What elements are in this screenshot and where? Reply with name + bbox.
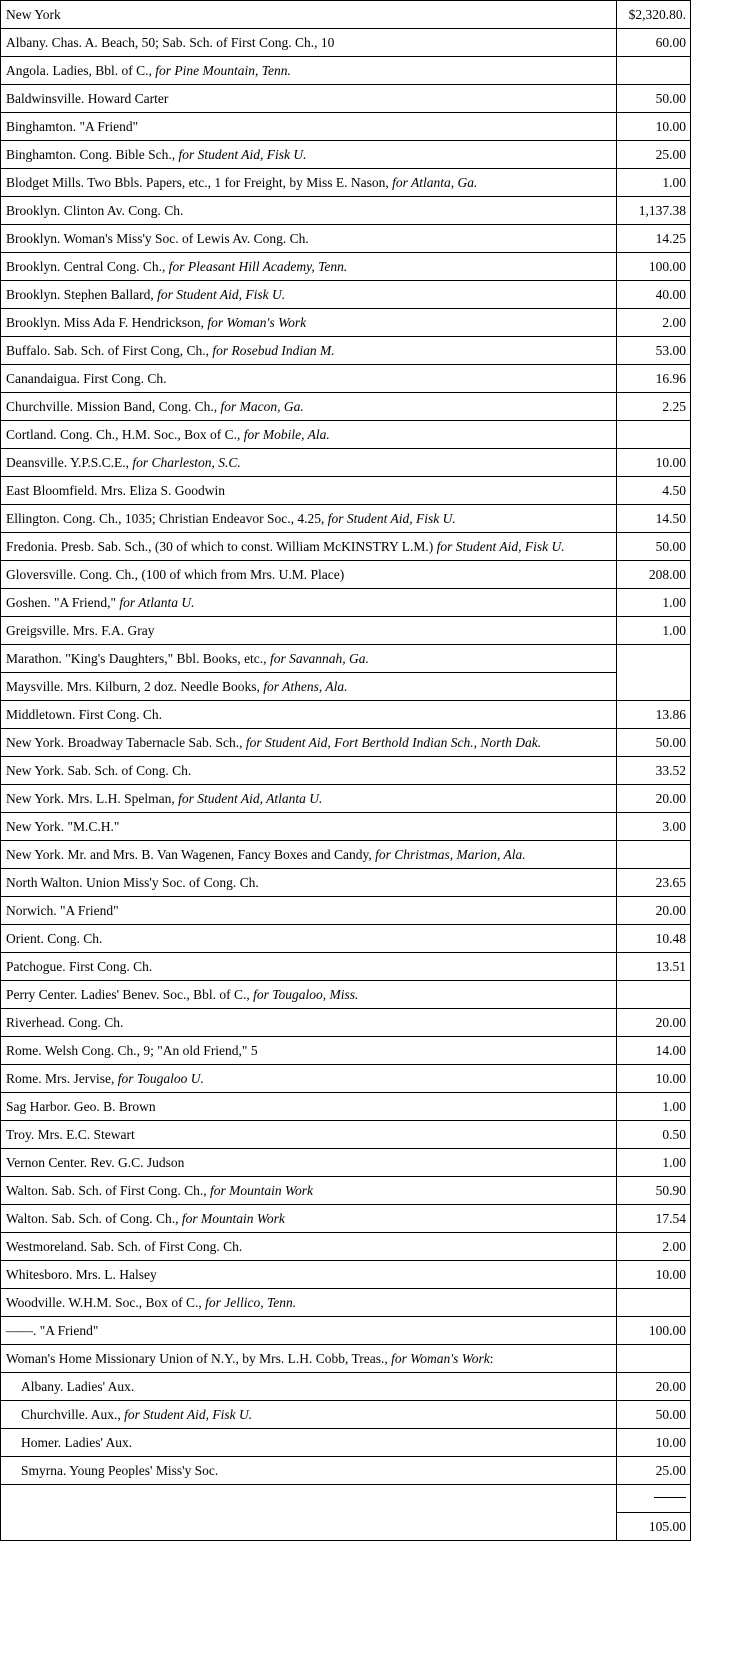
entry-amount: 50.00 (617, 85, 691, 113)
entry-description (1, 841, 617, 869)
entry-amount: 10.00 (617, 449, 691, 477)
entry-description (1, 673, 617, 701)
entry-description (1, 1121, 617, 1149)
entry-description (1, 449, 617, 477)
entry-row (1, 29, 691, 57)
state-header-row (1, 1, 691, 29)
entry-amount: 0.50 (617, 1121, 691, 1149)
entry-row (1, 1009, 691, 1037)
subtotal-rule-cell (617, 1485, 691, 1513)
entry-donor: Cortland. Cong. Ch., H.M. Soc., Box of C., (6, 426, 244, 442)
entry-description (1, 253, 617, 281)
entry-row (1, 85, 691, 113)
subtotal-rule-row (1, 1485, 691, 1513)
union-description (1, 1345, 617, 1373)
entry-donor: Brooklyn. Clinton Av. Cong. Ch. (6, 202, 184, 218)
entry-amount: 10.00 (617, 1261, 691, 1289)
entry-amount: 13.51 (617, 953, 691, 981)
entry-description (1, 1373, 617, 1401)
entry-row (1, 1205, 691, 1233)
entry-amount: 25.00 (617, 1457, 691, 1485)
entry-amount: 50.90 (617, 1177, 691, 1205)
entry-designation: for Savannah, Ga. (269, 650, 369, 666)
entry-row (1, 253, 691, 281)
entry-amount: 50.00 (617, 1401, 691, 1429)
entry-donor: Perry Center. Ladies' Benev. Soc., Bbl. of C., (6, 986, 254, 1002)
entry-designation: for Woman's Work (207, 314, 307, 330)
entry-amount: 17.54 (617, 1205, 691, 1233)
entry-donor: Rome. Welsh Cong. Ch., 9; "An old Friend," 5 (6, 1042, 258, 1058)
entry-donor: Brooklyn. Central Cong. Ch., (6, 258, 169, 274)
entry-amount (617, 57, 691, 85)
entry-donor: New York. "M.C.H." (6, 818, 120, 834)
entry-donor: Brooklyn. Miss Ada F. Hendrickson, (6, 314, 208, 330)
entry-description (1, 85, 617, 113)
entry-designation: for Student Aid, Fisk U. (157, 286, 286, 302)
entry-donor: Norwich. "A Friend" (6, 902, 119, 918)
entry-donor: Troy. Mrs. E.C. Stewart (6, 1126, 135, 1142)
entry-description (1, 1457, 617, 1485)
entry-description (1, 337, 617, 365)
union-header-row (1, 1345, 691, 1373)
entry-row (1, 1261, 691, 1289)
entry-designation: for Tougaloo, Miss. (253, 986, 359, 1002)
entry-donor: Brooklyn. Woman's Miss'y Soc. of Lewis Av. Cong. Ch. (6, 230, 309, 246)
entry-designation: for Student Aid, Fisk U. (124, 1406, 253, 1422)
entry-row (1, 981, 691, 1009)
entry-amount (617, 1289, 691, 1317)
entry-description (1, 1149, 617, 1177)
entry-donor: Albany. Ladies' Aux. (21, 1378, 135, 1394)
entry-donor: Deansville. Y.P.S.C.E., (6, 454, 133, 470)
entry-row (1, 1121, 691, 1149)
entry-description (1, 813, 617, 841)
entry-donor: Ellington. Cong. Ch., 1035; Christian Endeavor Soc., 4.25, (6, 510, 328, 526)
entry-description (1, 533, 617, 561)
entry-description (1, 1205, 617, 1233)
entry-description (1, 729, 617, 757)
entry-description (1, 505, 617, 533)
entry-amount: 10.00 (617, 1429, 691, 1457)
entry-amount: 100.00 (617, 253, 691, 281)
entry-donor: Smyrna. Young Peoples' Miss'y Soc. (21, 1462, 219, 1478)
entry-row (1, 421, 691, 449)
entry-description (1, 309, 617, 337)
entry-description (1, 1429, 617, 1457)
entry-description (1, 617, 617, 645)
entry-donor: Walton. Sab. Sch. of First Cong. Ch., (6, 1182, 211, 1198)
entry-row (1, 841, 691, 869)
contributions-body (1, 1, 691, 1541)
entry-designation: for Student Aid, Fisk U. (436, 538, 565, 554)
entry-donor: Binghamton. "A Friend" (6, 118, 139, 134)
entry-row (1, 533, 691, 561)
entry-donor: Westmoreland. Sab. Sch. of First Cong. Ch. (6, 1238, 243, 1254)
entry-row (1, 1429, 691, 1457)
entry-donor: Baldwinsville. Howard Carter (6, 90, 169, 106)
entry-row (1, 1177, 691, 1205)
entry-row (1, 1401, 691, 1429)
entry-amount (617, 645, 691, 701)
entry-donor: ——. "A Friend" (6, 1322, 99, 1338)
entry-description (1, 1037, 617, 1065)
entry-donor: Albany. Chas. A. Beach, 50; Sab. Sch. of First Cong. Ch., 10 (6, 34, 335, 50)
entry-donor: Maysville. Mrs. Kilburn, 2 doz. Needle Books, (6, 678, 264, 694)
entry-donor: Fredonia. Presb. Sab. Sch., (30 of which to const. William McKINSTRY L.M.) (6, 538, 437, 554)
entry-donor: Rome. Mrs. Jervise, (6, 1070, 118, 1086)
entry-donor: Vernon Center. Rev. G.C. Judson (6, 1154, 185, 1170)
entry-designation: for Mountain Work (210, 1182, 314, 1198)
union-donor: Woman's Home Missionary Union of N.Y., by Mrs. L.H. Cobb, Treas., (6, 1350, 392, 1366)
entry-amount: 20.00 (617, 785, 691, 813)
entry-amount: 20.00 (617, 1373, 691, 1401)
entry-description (1, 141, 617, 169)
entry-row (1, 757, 691, 785)
entry-donor: East Bloomfield. Mrs. Eliza S. Goodwin (6, 482, 225, 498)
entry-description (1, 1261, 617, 1289)
entry-description (1, 897, 617, 925)
entry-row (1, 505, 691, 533)
entry-description (1, 1233, 617, 1261)
entry-designation: for Student Aid, Fort Berthold Indian Sch., North Dak. (245, 734, 542, 750)
entry-donor: New York. Mrs. L.H. Spelman, (6, 790, 179, 806)
entry-amount (617, 421, 691, 449)
entry-donor: Goshen. "A Friend," (6, 594, 120, 610)
entry-row (1, 309, 691, 337)
entry-description (1, 1009, 617, 1037)
entry-description (1, 281, 617, 309)
entry-amount: 1.00 (617, 617, 691, 645)
entry-description (1, 169, 617, 197)
entry-amount: 23.65 (617, 869, 691, 897)
entry-description (1, 561, 617, 589)
entry-designation: for Christmas, Marion, Ala. (375, 846, 526, 862)
entry-donor: Greigsville. Mrs. F.A. Gray (6, 622, 155, 638)
entry-row (1, 197, 691, 225)
entry-description (1, 1401, 617, 1429)
entry-amount: 3.00 (617, 813, 691, 841)
entry-amount: 14.00 (617, 1037, 691, 1065)
entry-row (1, 169, 691, 197)
entry-row (1, 1289, 691, 1317)
entry-donor: Churchville. Mission Band, Cong. Ch., (6, 398, 221, 414)
union-designation: for Woman's Work (391, 1350, 490, 1366)
union-total: 105.00 (617, 1513, 691, 1541)
entry-amount: 208.00 (617, 561, 691, 589)
entry-row (1, 701, 691, 729)
entry-row (1, 1149, 691, 1177)
entry-amount: 33.52 (617, 757, 691, 785)
entry-row (1, 925, 691, 953)
entry-row (1, 449, 691, 477)
entry-row (1, 589, 691, 617)
entry-donor: Orient. Cong. Ch. (6, 930, 103, 946)
state-name: New York (1, 1, 617, 29)
entry-row (1, 1037, 691, 1065)
entry-amount: 25.00 (617, 141, 691, 169)
entry-amount: 1,137.38 (617, 197, 691, 225)
entry-designation: for Jellico, Tenn. (205, 1294, 297, 1310)
entry-donor: Riverhead. Cong. Ch. (6, 1014, 124, 1030)
entry-donor: Walton. Sab. Sch. of Cong. Ch., (6, 1210, 182, 1226)
entry-row (1, 869, 691, 897)
entry-description (1, 477, 617, 505)
entry-donor: Patchogue. First Cong. Ch. (6, 958, 153, 974)
entry-donor: Brooklyn. Stephen Ballard, (6, 286, 158, 302)
entry-donor: New York. Sab. Sch. of Cong. Ch. (6, 762, 192, 778)
entry-amount: 40.00 (617, 281, 691, 309)
entry-donor: Canandaigua. First Cong. Ch. (6, 370, 167, 386)
entry-amount: 60.00 (617, 29, 691, 57)
entry-designation: for Mountain Work (181, 1210, 285, 1226)
entry-row (1, 785, 691, 813)
entry-description (1, 393, 617, 421)
entry-donor: Blodget Mills. Two Bbls. Papers, etc., 1 for Freight, by Miss E. Nason, (6, 174, 393, 190)
entry-amount: 50.00 (617, 533, 691, 561)
entry-row (1, 337, 691, 365)
entry-designation: for Athens, Ala. (263, 678, 348, 694)
entry-row (1, 141, 691, 169)
state-total: $2,320.80. (617, 1, 691, 29)
entry-donor: New York. Broadway Tabernacle Sab. Sch., (6, 734, 246, 750)
entry-designation: for Tougaloo U. (117, 1070, 204, 1086)
entry-row (1, 645, 691, 673)
entry-row (1, 561, 691, 589)
entry-description (1, 645, 617, 673)
entry-description (1, 225, 617, 253)
entry-donor: North Walton. Union Miss'y Soc. of Cong. Ch. (6, 874, 259, 890)
entry-description (1, 1093, 617, 1121)
entry-row (1, 1065, 691, 1093)
entry-row (1, 897, 691, 925)
entry-amount: 4.50 (617, 477, 691, 505)
entry-row (1, 1457, 691, 1485)
entry-row (1, 813, 691, 841)
entry-designation: for Macon, Ga. (220, 398, 304, 414)
entry-amount: 10.48 (617, 925, 691, 953)
entry-description (1, 113, 617, 141)
entry-row (1, 617, 691, 645)
entry-description (1, 29, 617, 57)
entry-description (1, 925, 617, 953)
entry-amount: 1.00 (617, 1149, 691, 1177)
entry-description (1, 421, 617, 449)
entry-description (1, 1065, 617, 1093)
entry-amount (617, 981, 691, 1009)
entry-donor: Gloversville. Cong. Ch., (100 of which from Mrs. U.M. Place) (6, 566, 345, 582)
entry-row (1, 477, 691, 505)
entry-amount: 13.86 (617, 701, 691, 729)
entry-description (1, 981, 617, 1009)
entry-description (1, 1289, 617, 1317)
entry-designation: for Pleasant Hill Academy, Tenn. (168, 258, 348, 274)
entry-amount: 16.96 (617, 365, 691, 393)
entry-description (1, 757, 617, 785)
union-total-row (1, 1513, 691, 1541)
entry-donor: Marathon. "King's Daughters," Bbl. Books, etc., (6, 650, 270, 666)
entry-description (1, 197, 617, 225)
entry-amount: 14.50 (617, 505, 691, 533)
entry-description (1, 1177, 617, 1205)
entry-designation: for Mobile, Ala. (243, 426, 330, 442)
entry-description (1, 953, 617, 981)
entry-row (1, 365, 691, 393)
entry-description (1, 869, 617, 897)
entry-amount: 2.00 (617, 309, 691, 337)
entry-row (1, 393, 691, 421)
entry-amount: 53.00 (617, 337, 691, 365)
entry-description (1, 57, 617, 85)
entry-description (1, 589, 617, 617)
entry-row (1, 57, 691, 85)
entry-description (1, 1317, 617, 1345)
union-colon: : (489, 1350, 494, 1366)
entry-description (1, 785, 617, 813)
entry-amount: 1.00 (617, 1093, 691, 1121)
entry-donor: New York. Mr. and Mrs. B. Van Wagenen, Fancy Boxes and Candy, (6, 846, 376, 862)
entry-amount: 20.00 (617, 897, 691, 925)
entry-donor: Churchville. Aux., (21, 1406, 125, 1422)
entry-amount: 20.00 (617, 1009, 691, 1037)
entry-donor: Angola. Ladies, Bbl. of C., (6, 62, 156, 78)
entry-row (1, 673, 691, 701)
entry-amount: 1.00 (617, 169, 691, 197)
entry-row (1, 953, 691, 981)
entry-designation: for Student Aid, Fisk U. (178, 146, 307, 162)
entry-designation: for Atlanta U. (119, 594, 195, 610)
entry-row (1, 113, 691, 141)
entry-designation: for Pine Mountain, Tenn. (155, 62, 291, 78)
entry-amount: 2.25 (617, 393, 691, 421)
entry-amount: 14.25 (617, 225, 691, 253)
blank-cell (1, 1485, 617, 1513)
entry-donor: Woodville. W.H.M. Soc., Box of C., (6, 1294, 206, 1310)
entry-designation: for Rosebud Indian M. (212, 342, 335, 358)
entry-description (1, 365, 617, 393)
entry-row (1, 281, 691, 309)
entry-designation: for Atlanta, Ga. (392, 174, 478, 190)
entry-row (1, 1093, 691, 1121)
entry-row (1, 729, 691, 757)
entry-donor: Sag Harbor. Geo. B. Brown (6, 1098, 156, 1114)
entry-row (1, 225, 691, 253)
entry-donor: Middletown. First Cong. Ch. (6, 706, 163, 722)
entry-donor: Binghamton. Cong. Bible Sch., (6, 146, 179, 162)
entry-designation: for Student Aid, Fisk U. (327, 510, 456, 526)
entry-donor: Homer. Ladies' Aux. (21, 1434, 133, 1450)
entry-donor: Buffalo. Sab. Sch. of First Cong, Ch., (6, 342, 213, 358)
entry-amount: 10.00 (617, 1065, 691, 1093)
blank-cell (1, 1513, 617, 1541)
entry-amount: 50.00 (617, 729, 691, 757)
entry-amount: 1.00 (617, 589, 691, 617)
entry-amount: 100.00 (617, 1317, 691, 1345)
entry-amount (617, 841, 691, 869)
entry-row (1, 1233, 691, 1261)
entry-amount (617, 1345, 691, 1373)
entry-description (1, 701, 617, 729)
entry-donor: Whitesboro. Mrs. L. Halsey (6, 1266, 157, 1282)
subtotal-rule-line (654, 1497, 686, 1498)
entry-row (1, 1317, 691, 1345)
entry-amount: 10.00 (617, 113, 691, 141)
entry-designation: for Charleston, S.C. (132, 454, 241, 470)
entry-designation: for Student Aid, Atlanta U. (178, 790, 323, 806)
entry-row (1, 1373, 691, 1401)
entry-amount: 2.00 (617, 1233, 691, 1261)
